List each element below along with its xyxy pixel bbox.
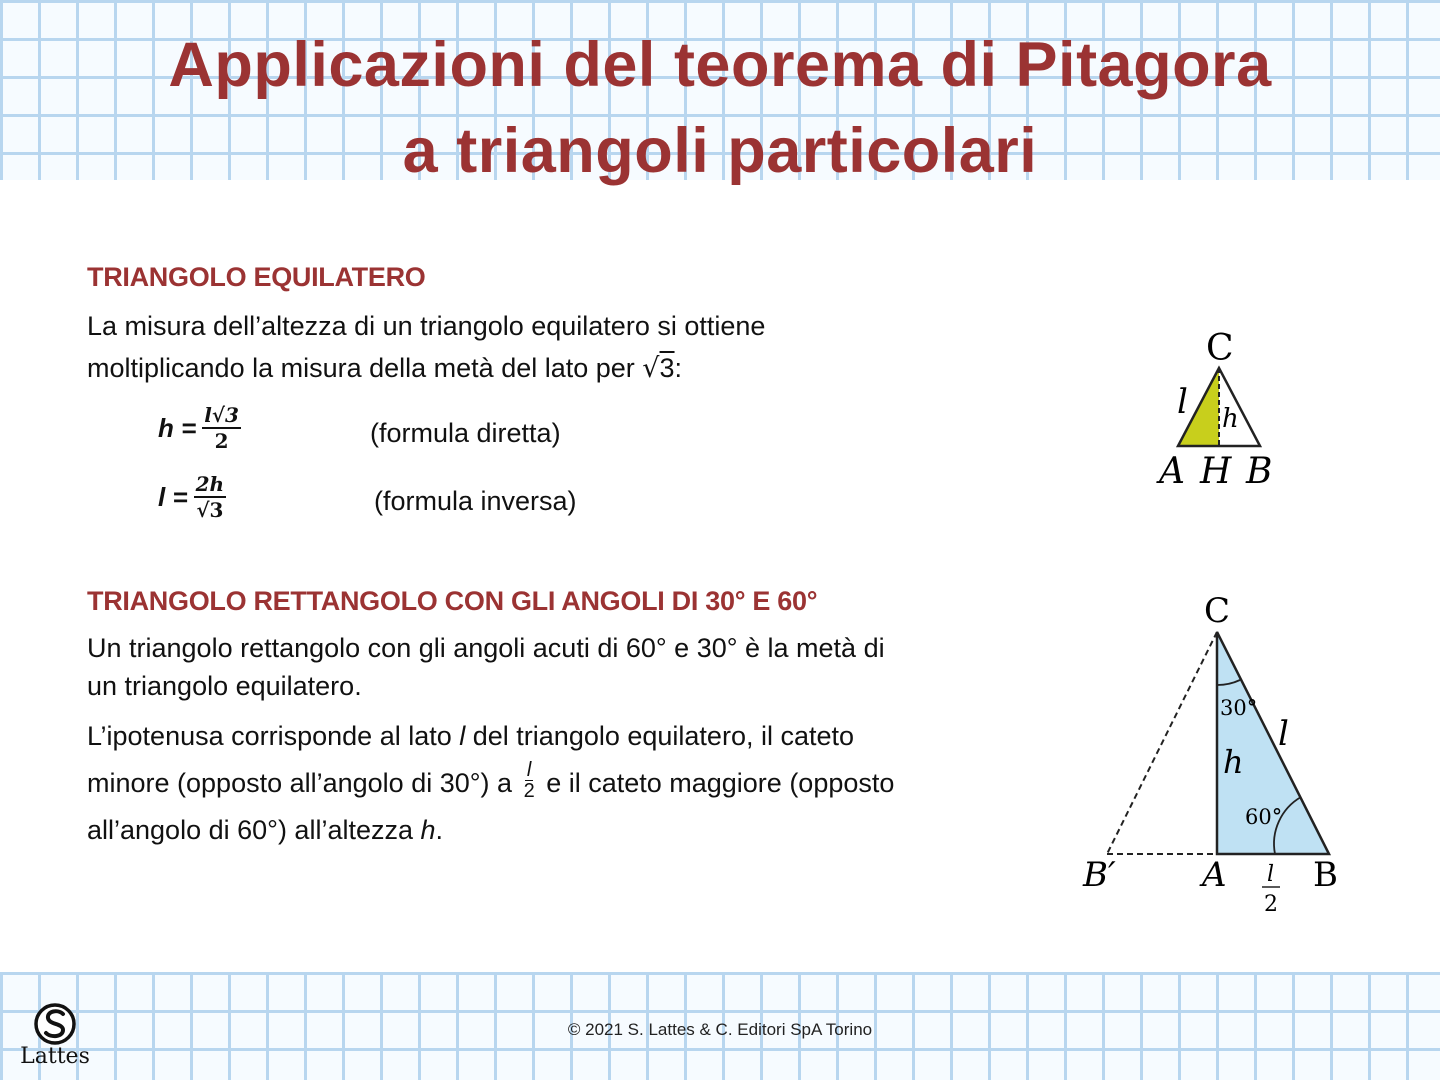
label-half-l-numerator: l <box>1267 862 1275 887</box>
label-B2: B <box>1313 855 1338 895</box>
formula-direct-note: (formula diretta) <box>370 418 561 448</box>
label-30-degrees: 30° <box>1220 696 1258 720</box>
right-triangle-paragraph-2 <box>87 713 987 854</box>
label-C2: C <box>1204 591 1231 631</box>
formula-direct <box>158 403 241 453</box>
equilateral-text-line-1: La misura dell’altezza di un triangolo equilatero si ottiene <box>87 311 766 341</box>
formula-inverse-fraction <box>194 472 226 522</box>
label-l2: l <box>1278 714 1289 754</box>
section-heading-equilateral: TRIANGOLO EQUILATERO <box>87 262 426 292</box>
equilateral-triangle-figure <box>1150 320 1280 495</box>
right-triangle-text-line-2: un triangolo equilatero. <box>87 671 362 701</box>
formula-direct-fraction <box>202 403 241 453</box>
right-triangle-paragraph-1 <box>87 629 987 705</box>
label-A: A <box>1159 451 1185 492</box>
label-60-degrees: 60° <box>1245 805 1283 829</box>
page-title <box>0 22 1440 194</box>
footer-copyright: © 2021 S. Lattes & C. Editori SpA Torino <box>567 1020 873 1039</box>
label-h: h <box>1222 404 1239 434</box>
title-line-1: Applicazioni del teorema di Pitagora <box>168 30 1272 100</box>
section-heading-right-triangle: TRIANGOLO RETTANGOLO CON GLI ANGOLI DI 30° E 60° <box>87 586 818 616</box>
formula-direct-numerator: l√3 <box>204 403 239 427</box>
equilateral-text-line-2-suffix: : <box>674 353 683 383</box>
sqrt-symbol: √ <box>642 353 660 384</box>
equilateral-description <box>87 305 987 390</box>
formula-inverse-lhs: l = <box>158 481 188 512</box>
major-leg-text-b: . <box>435 815 444 845</box>
formula-inverse-note: (formula inversa) <box>374 486 577 516</box>
title-line-2: a triangoli particolari <box>402 116 1038 186</box>
half-l-numerator: l <box>526 759 532 782</box>
label-h2: h <box>1223 743 1244 781</box>
right-triangle-text-line-1: Un triangolo rettangolo con gli angoli acuti di 60° e 30° è la metà di <box>87 633 885 663</box>
label-B: B <box>1246 451 1273 492</box>
minor-leg-text-a: minore (opposto all’angolo di 30°) a <box>87 768 520 798</box>
label-A2: A <box>1202 855 1227 895</box>
formula-direct-lhs: h = <box>158 412 197 443</box>
minor-leg-text-b: e il cateto maggiore (opposto <box>538 768 895 798</box>
label-C: C <box>1206 328 1234 369</box>
major-leg-text-a: all’angolo di 60°) all’altezza <box>87 815 421 845</box>
right-triangle-figure <box>1075 590 1345 920</box>
half-l-denominator: 2 <box>523 780 535 803</box>
label-l: l <box>1177 382 1188 422</box>
major-leg-text-h: h <box>420 815 436 845</box>
formula-inverse-numerator: 2h <box>195 472 225 496</box>
hypotenuse-text-a: L’ipotenusa corrisponde al lato <box>87 721 460 751</box>
half-l-fraction <box>524 760 535 801</box>
sqrt-argument: 3 <box>659 353 675 383</box>
formula-inverse <box>158 472 226 522</box>
logo-text: Lattes <box>20 1044 90 1069</box>
hypotenuse-text-b: del triangolo equilatero, il cateto <box>465 721 855 751</box>
label-B-prime: B′ <box>1083 855 1116 895</box>
hypotenuse-text-l: l <box>459 721 466 751</box>
label-H: H <box>1200 451 1232 492</box>
formula-direct-denominator: 2 <box>214 429 229 453</box>
dashed-mirror-side <box>1107 632 1217 854</box>
label-half-l-denominator: 2 <box>1264 892 1278 917</box>
equilateral-text-line-2: moltiplicando la misura della metà del lato per <box>87 353 643 383</box>
formula-inverse-denominator: √3 <box>196 498 224 522</box>
